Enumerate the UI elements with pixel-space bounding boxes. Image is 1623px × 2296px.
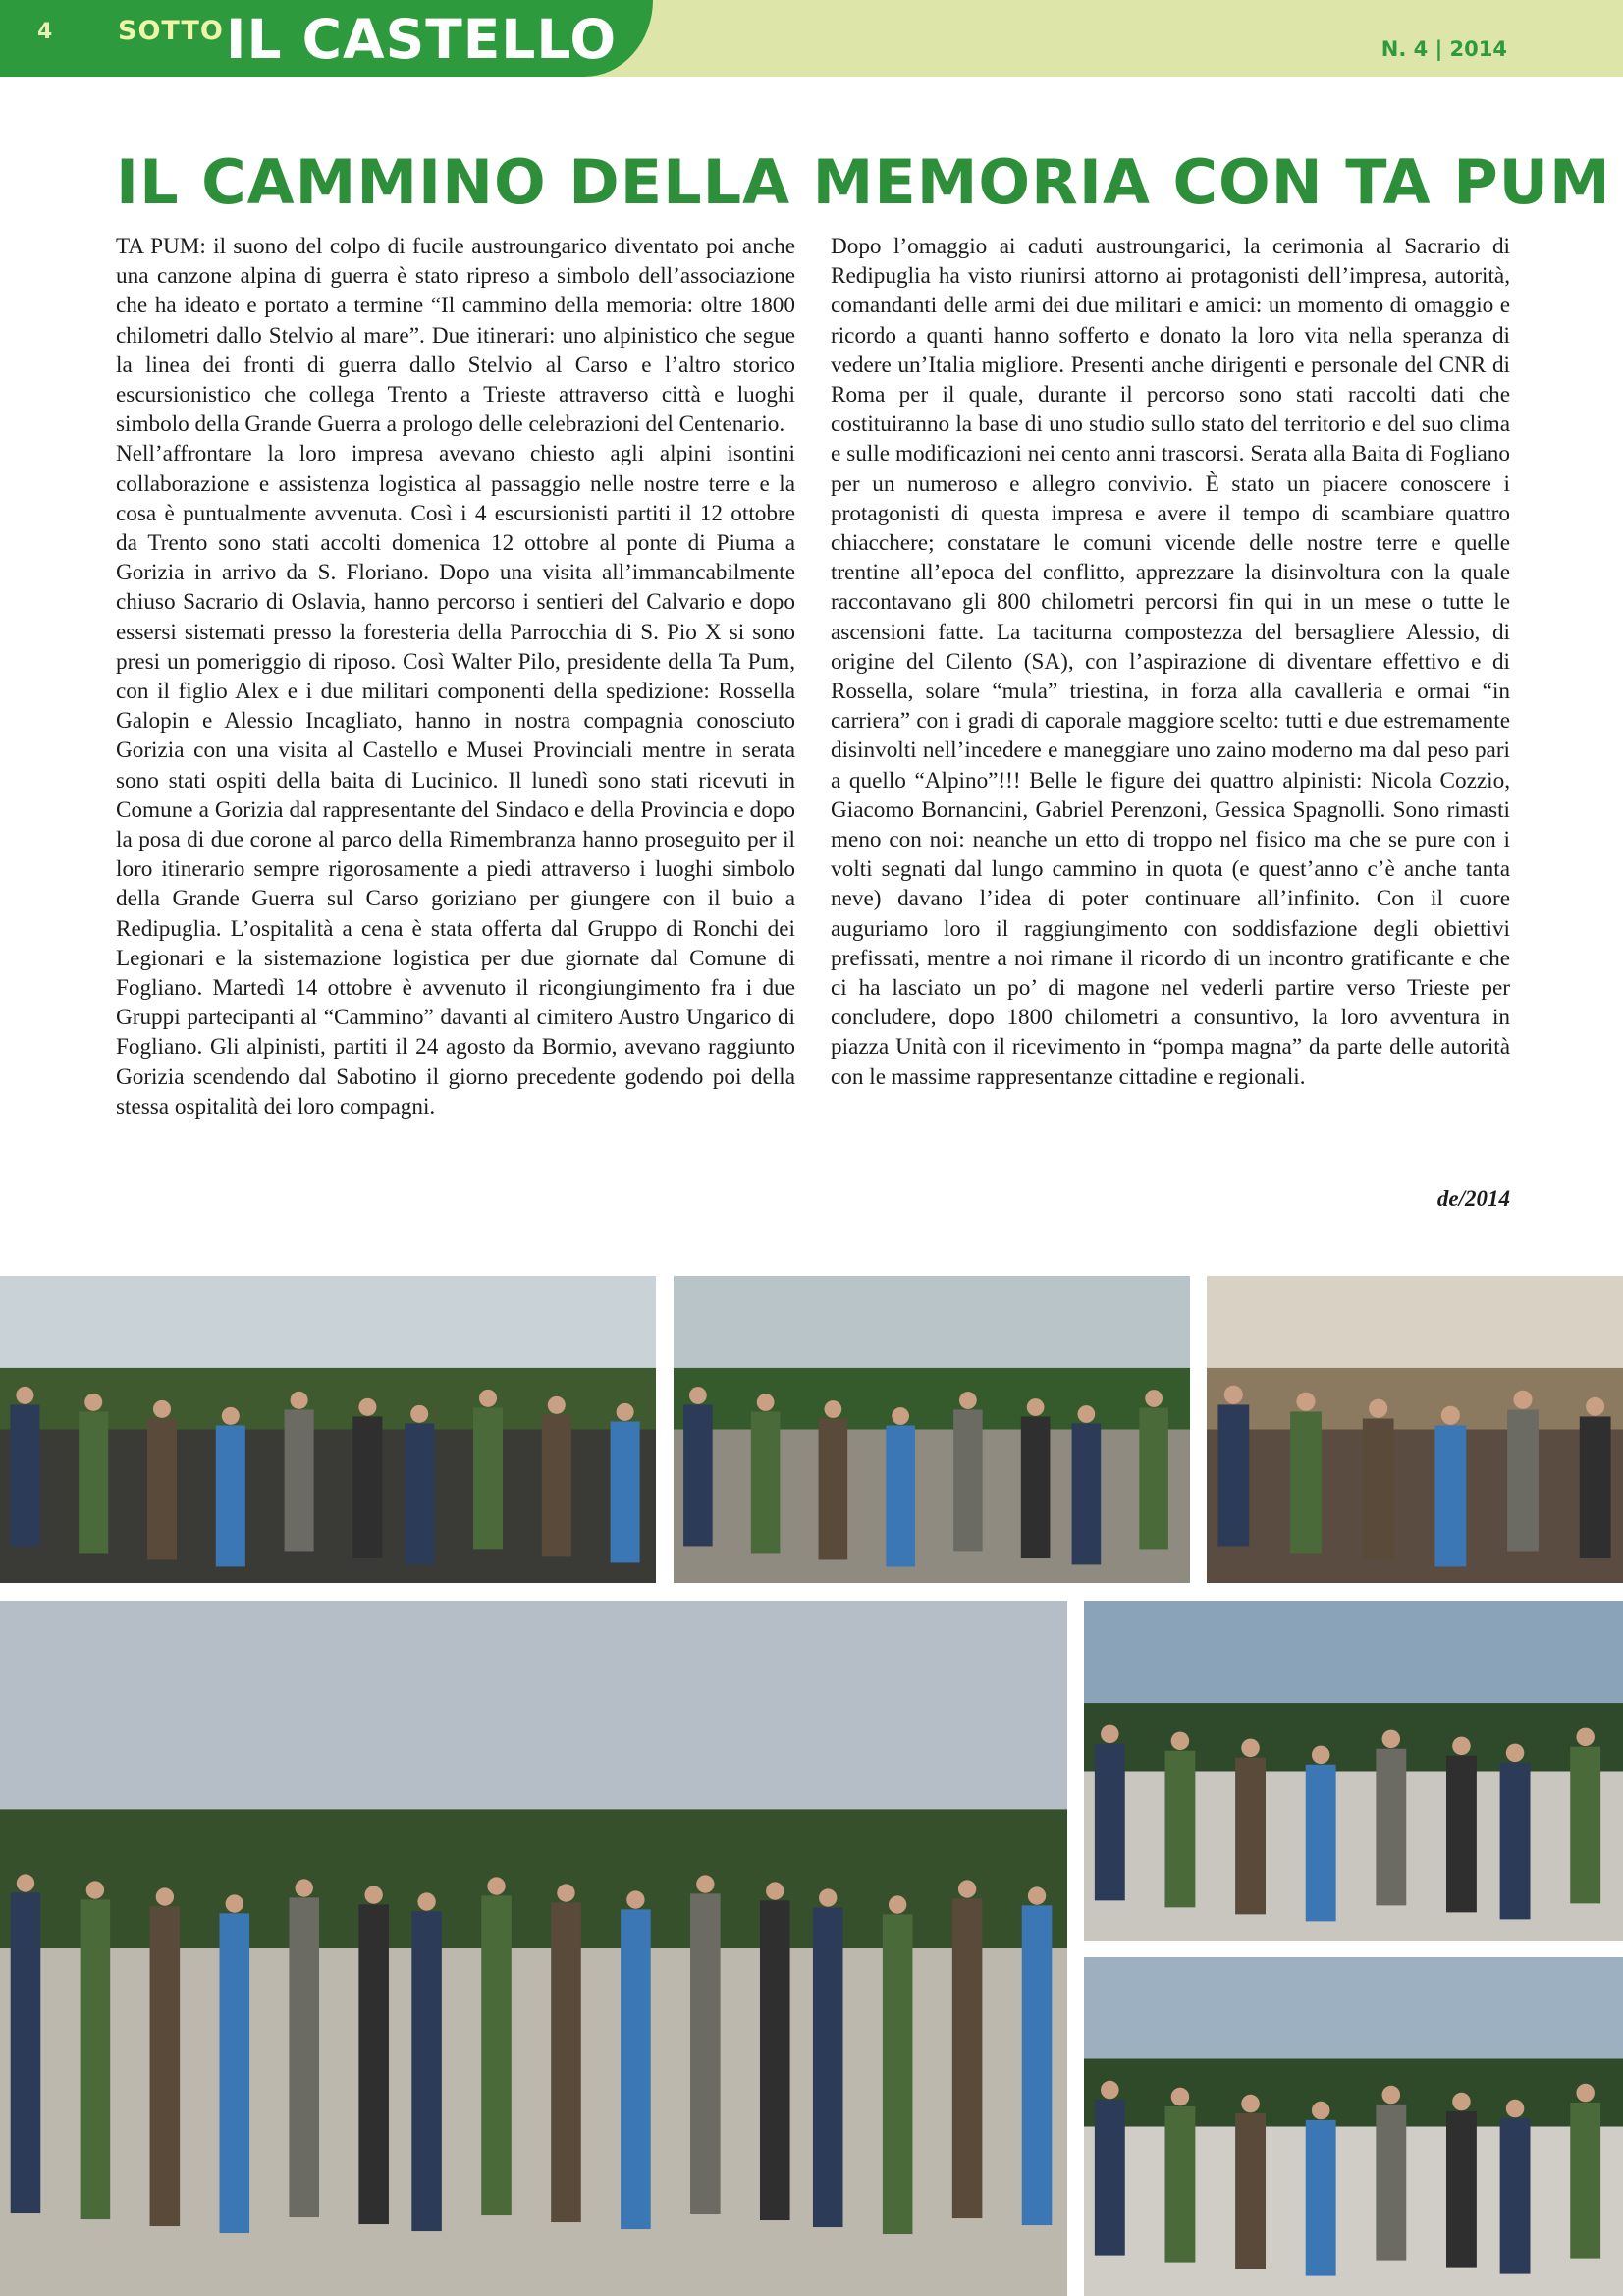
photo-sky [1084, 1601, 1623, 1720]
photo-figure-head [626, 1890, 644, 1908]
photo-figure-head [824, 1400, 841, 1418]
photo-figure [1021, 1416, 1051, 1558]
photo-figure-head [1077, 1405, 1095, 1423]
photo-figure [81, 1899, 111, 2219]
photo-figure [1095, 1744, 1125, 1901]
photo-figure [1095, 2100, 1125, 2256]
photo-figure-head [1369, 1399, 1387, 1418]
photo-ceremony-flags [0, 1276, 656, 1583]
article-title: IL CAMMINO DELLA MEMORIA CON TA PUM [116, 146, 1611, 218]
photo-figure-head [222, 1407, 240, 1425]
issue-number: N. 4 | 2014 [1380, 37, 1507, 61]
article-column-left [116, 232, 795, 1121]
photo-sacrario-wreath [1084, 1601, 1623, 1941]
photo-figure [1446, 1756, 1477, 1913]
photo-figure-head [16, 1387, 33, 1404]
photo-figure-head [1452, 2093, 1471, 2111]
paragraph: Dopo l’omaggio ai caduti austroungarici, la cerimonia al Sacrario di Redipuglia ha visto riunirsi attorno ai protagonisti dell’impresa, autorità, comandanti delle armi dei due militari e amici: un momento di omaggio e ricordo a quanti hanno sofferto e donato la loro vita nella speranza di vedere un’Italia migliore. Presenti anche dirigenti e personale del CNR di Roma per il quale, durante il percorso sono stati raccolti dati che costituiranno la base di uno studio sullo stato del territorio e del suo clima e sulle modificazioni nei cento anni trascorsi. Serata alla Baita di Fogliano per un numeroso e allegro convivio. È stato un piacere conoscere i protagonisti di questa impresa e avere il tempo di scambiare quattro chiacchere; constatare le comuni vicende delle nostre terre e quelle trentine all’epoca del conflitto, apprezzare la disinvoltura con la quale raccontavano gli 800 chilometri percorsi fin qui in un mese o tutte le ascensioni fatte. La taciturna compostezza del bersagliere Alessio, di origine del Cilento (SA), con l’aspirazione di diventare effettivo e di Rossella, solare “mula” triestina, in forza alla cavalleria e ormai “in carriera” con i gradi di caporale maggiore scelto: tutti e due estremamente disinvolti nell’incedere e maneggiare uno zaino moderno ma dal peso pari a quello “Alpino”!!! Belle le figure dei quattro alpinisti: Nicola Cozzio, Giacomo Bornancini, Gabriel Perenzoni, Gessica Spagnolli. Sono rimasti meno con noi: neanche un etto di troppo nel fisico ma che se pure con i volti segnati dal lungo cammino in quota (e quest’anno c’è anche tanta neve) davano l’idea di poter continuare all’infinito. Con il cuore auguriamo loro il raggiungimento con soddisfazione degli obiettivi prefissati, mentre a noi rimane il ricordo di un incontro gratificante e che ci ha lasciato un po’ di magone nel vederli partire verso Trieste per concludere, dopo 1800 chilometri a consuntivo, la loro avventura in piazza Unità con il ricevimento in “pompa magna” da parte delle autorità con le massime rappresentanze cittadine e regionali. [831, 234, 1510, 1090]
photo-figure-head [1506, 2100, 1525, 2118]
photo-figure-head [417, 1892, 435, 1910]
photo-figure-head [1101, 1725, 1119, 1744]
photo-figure [1363, 1418, 1394, 1559]
photo-figure [1434, 1425, 1466, 1566]
photo-ground [1084, 2127, 1623, 2296]
photo-sky [0, 1276, 656, 1384]
photo-figure-head [548, 1396, 566, 1414]
photo-figure-head [364, 1886, 382, 1903]
photo-figure-head [557, 1884, 574, 1901]
photo-figure-head [358, 1398, 376, 1416]
photo-figure-head [766, 1882, 784, 1899]
brand-title: IL CASTELLO [226, 8, 618, 71]
paragraph: TA PUM: il suono del colpo di fucile austroungarico diventato poi anche una canzone alpina di guerra è stato ripreso a simbolo dell’associazione che ha ideato e portato a termine “Il cammino della memoria: oltre 1800 chilometri dallo Stelvio al mare”. Due itinerari: uno alpinistico che segue la linea dei fronti di guerra dallo Stelvio al Carso e l’altro storico escursionistico che collega Trento a Trieste attraverso città e luoghi simbolo della Grande Guerra a prologo delle celebrazioni del Centenario. [116, 234, 795, 438]
photo-figure-head [296, 1879, 313, 1896]
photo-figure-head [1241, 1739, 1260, 1758]
photo-figure [883, 1914, 913, 2234]
photo-park-wreath [674, 1276, 1190, 1583]
photo-figure-head [1576, 1728, 1595, 1747]
photo-figure-head [291, 1392, 308, 1409]
photo-figure [690, 1893, 721, 2214]
page-number: 4 [37, 20, 53, 44]
photo-figure-head [819, 1888, 837, 1906]
photo-figure [1217, 1404, 1249, 1546]
photo-figure-head [1576, 2084, 1595, 2103]
photo-figure-head [84, 1394, 102, 1411]
brand-prefix: SOTTO [118, 16, 224, 46]
photo-figure-head [1586, 1397, 1604, 1416]
photo-figure-head [1145, 1390, 1163, 1407]
photo-group-redipuglia [0, 1601, 1067, 2296]
photo-figure-head [1382, 1730, 1401, 1749]
photo-figure [285, 1409, 314, 1551]
photo-figure-head [1382, 2086, 1401, 2105]
photo-scene [0, 1276, 656, 1583]
photo-figure [1500, 2118, 1531, 2274]
photo-foliage [1084, 2059, 1623, 2134]
photo-scene [1084, 1957, 1623, 2296]
photo-sacrario-guard [1084, 1957, 1623, 2296]
photo-figure-head [1441, 1406, 1460, 1425]
photo-figure [1306, 1765, 1336, 1922]
photo-figure-head [892, 1407, 909, 1425]
photo-figure [886, 1425, 915, 1566]
photo-figure-head [1028, 1886, 1046, 1904]
photo-figure [683, 1404, 713, 1546]
photo-figure-head [1452, 1737, 1471, 1756]
photo-figure [551, 1902, 581, 2222]
photo-figure-head [689, 1387, 707, 1404]
photo-figure-head [17, 1874, 34, 1891]
photo-figure [542, 1414, 571, 1556]
photo-figure [1072, 1423, 1102, 1564]
photo-figure [621, 1909, 651, 2229]
photo-figure [1446, 2111, 1477, 2268]
photo-foliage [1084, 1703, 1623, 1777]
photo-figure-head [86, 1881, 104, 1898]
photo-figure [760, 1900, 790, 2220]
photo-sky [1084, 1957, 1623, 2076]
photo-figure-head [1171, 1732, 1190, 1751]
photo-figure [611, 1421, 640, 1562]
photo-scene [674, 1276, 1190, 1583]
photo-figure [1290, 1411, 1322, 1553]
photo-figure-head [889, 1895, 906, 1913]
photo-figure-head [696, 1875, 714, 1892]
photo-figure-head [1513, 1391, 1532, 1409]
photo-figure-head [1312, 1746, 1330, 1765]
photo-figure [1376, 2105, 1406, 2261]
photo-figure-head [1241, 2095, 1260, 2113]
photo-scene [0, 1601, 1067, 2296]
photo-figure [11, 1892, 41, 2213]
photo-figure-head [479, 1390, 497, 1407]
photo-figure [405, 1423, 434, 1564]
photo-figure [1235, 1758, 1266, 1915]
photo-figure [813, 1907, 843, 2227]
photo-figure [1139, 1407, 1168, 1549]
photo-figure-head [410, 1405, 428, 1423]
photo-figure [1507, 1409, 1539, 1551]
photo-figure-head [1027, 1398, 1045, 1416]
photo-figure [819, 1418, 848, 1559]
photo-sky [1207, 1276, 1623, 1384]
photo-figure [352, 1416, 382, 1558]
photo-figure [952, 1898, 983, 2218]
photo-figure [150, 1906, 181, 2226]
photo-figure [1570, 2103, 1600, 2259]
photo-figure [1376, 1749, 1406, 1906]
photo-figure [147, 1418, 177, 1559]
photo-figure [1164, 1751, 1195, 1908]
photo-figure-head [617, 1403, 634, 1421]
paragraph: Nell’affrontare la loro impresa avevano chiesto agli alpini isontini collaborazione e assistenza logistica al passaggio nelle nostre terre e la cosa è puntualmente avvenuta. Così i 4 escursionisti partiti il 12 ottobre da Trento sono stati accolti domenica 12 ottobre al ponte di Piuma a Gorizia in arrivo da S. Floriano. Dopo una visita all’immancabilmente chiuso Sacrario di Oslavia, hanno percorso i sentieri del Calvario e dopo essersi sistemati presso la foresteria della Parrocchia di S. Pio X si sono presi un pomeriggio di riposo. Così Walter Pilo, presidente della Ta Pum, con il figlio Alex e i due militari componenti della spedizione: Rossella Galopin e Alessio Incagliato, hanno in nostra compagnia conosciuto Gorizia con una visita al Castello e Musei Provinciali mentre in serata sono stati ospiti della baita di Lucinico. Il lunedì sono stati ricevuti in Comune a Gorizia dal rappresentante del Sindaco e della Provincia e dopo la posa di due corone al parco della Rimembranza hanno proseguito per il loro itinerario sempre rigorosamente a piedi attraverso i luoghi simbolo della Grande Guerra sul Carso goriziano per giungere con il buio a Redipuglia. L’ospitalità a cena è stata offerta dal Gruppo di Ronchi dei Legionari e la sistemazione logistica per due giornate dal Comune di Fogliano. Martedì 14 ottobre è avvenuto il ricongiungimento fra i due Gruppi partecipanti al “Cammino” davanti al cimitero Austro Ungarico di Fogliano. Gli alpinisti, partiti il 24 agosto da Bormio, avevano raggiunto Gorizia scendendo dal Sabotino il giorno precedente godendo poi della stessa ospitalità dei loro compagni. [116, 441, 795, 1120]
photo-figure-head [226, 1894, 243, 1912]
photo-ground [1207, 1430, 1623, 1584]
photo-scene [1084, 1601, 1623, 1941]
photo-figure [1164, 2106, 1195, 2263]
photo-figure [473, 1407, 503, 1549]
photo-figure-head [1224, 1386, 1243, 1404]
photo-figure-head [1296, 1393, 1315, 1411]
photo-figure [1235, 2113, 1266, 2269]
article-column-right [831, 232, 1510, 1092]
photo-figure [1580, 1416, 1611, 1558]
photo-figure [1500, 1763, 1531, 1920]
photo-figure [10, 1404, 39, 1546]
photo-figure-head [1312, 2102, 1330, 2120]
photo-figure-head [156, 1887, 174, 1905]
photo-figure [216, 1425, 245, 1566]
photo-figure-head [757, 1394, 775, 1411]
photo-group-indoor [1207, 1276, 1623, 1583]
photo-figure [1570, 1747, 1600, 1904]
photo-figure [481, 1895, 512, 2215]
photo-figure [953, 1409, 983, 1551]
photo-figure-head [1101, 2081, 1119, 2100]
photo-figure-head [153, 1400, 171, 1418]
photo-figure-head [487, 1877, 505, 1894]
photo-figure-head [1506, 1744, 1525, 1763]
author-signature: de/2014 [1436, 1186, 1510, 1211]
photo-figure-head [958, 1880, 976, 1897]
photo-figure [289, 1897, 319, 2217]
photo-figure-head [1171, 2088, 1190, 2106]
photo-figure [79, 1411, 108, 1553]
photo-figure [219, 1913, 249, 2233]
photo-ground [1084, 1772, 1623, 1942]
photo-sky [0, 1601, 1067, 1844]
photo-figure [411, 1911, 442, 2231]
photo-figure [751, 1411, 781, 1553]
photo-figure [358, 1904, 389, 2224]
photo-figure-head [959, 1392, 977, 1409]
photo-sky [674, 1276, 1190, 1384]
photo-figure [1306, 2120, 1336, 2276]
photo-figure [1022, 1905, 1053, 2225]
photo-scene [1207, 1276, 1623, 1583]
photo-foliage [1207, 1368, 1623, 1436]
